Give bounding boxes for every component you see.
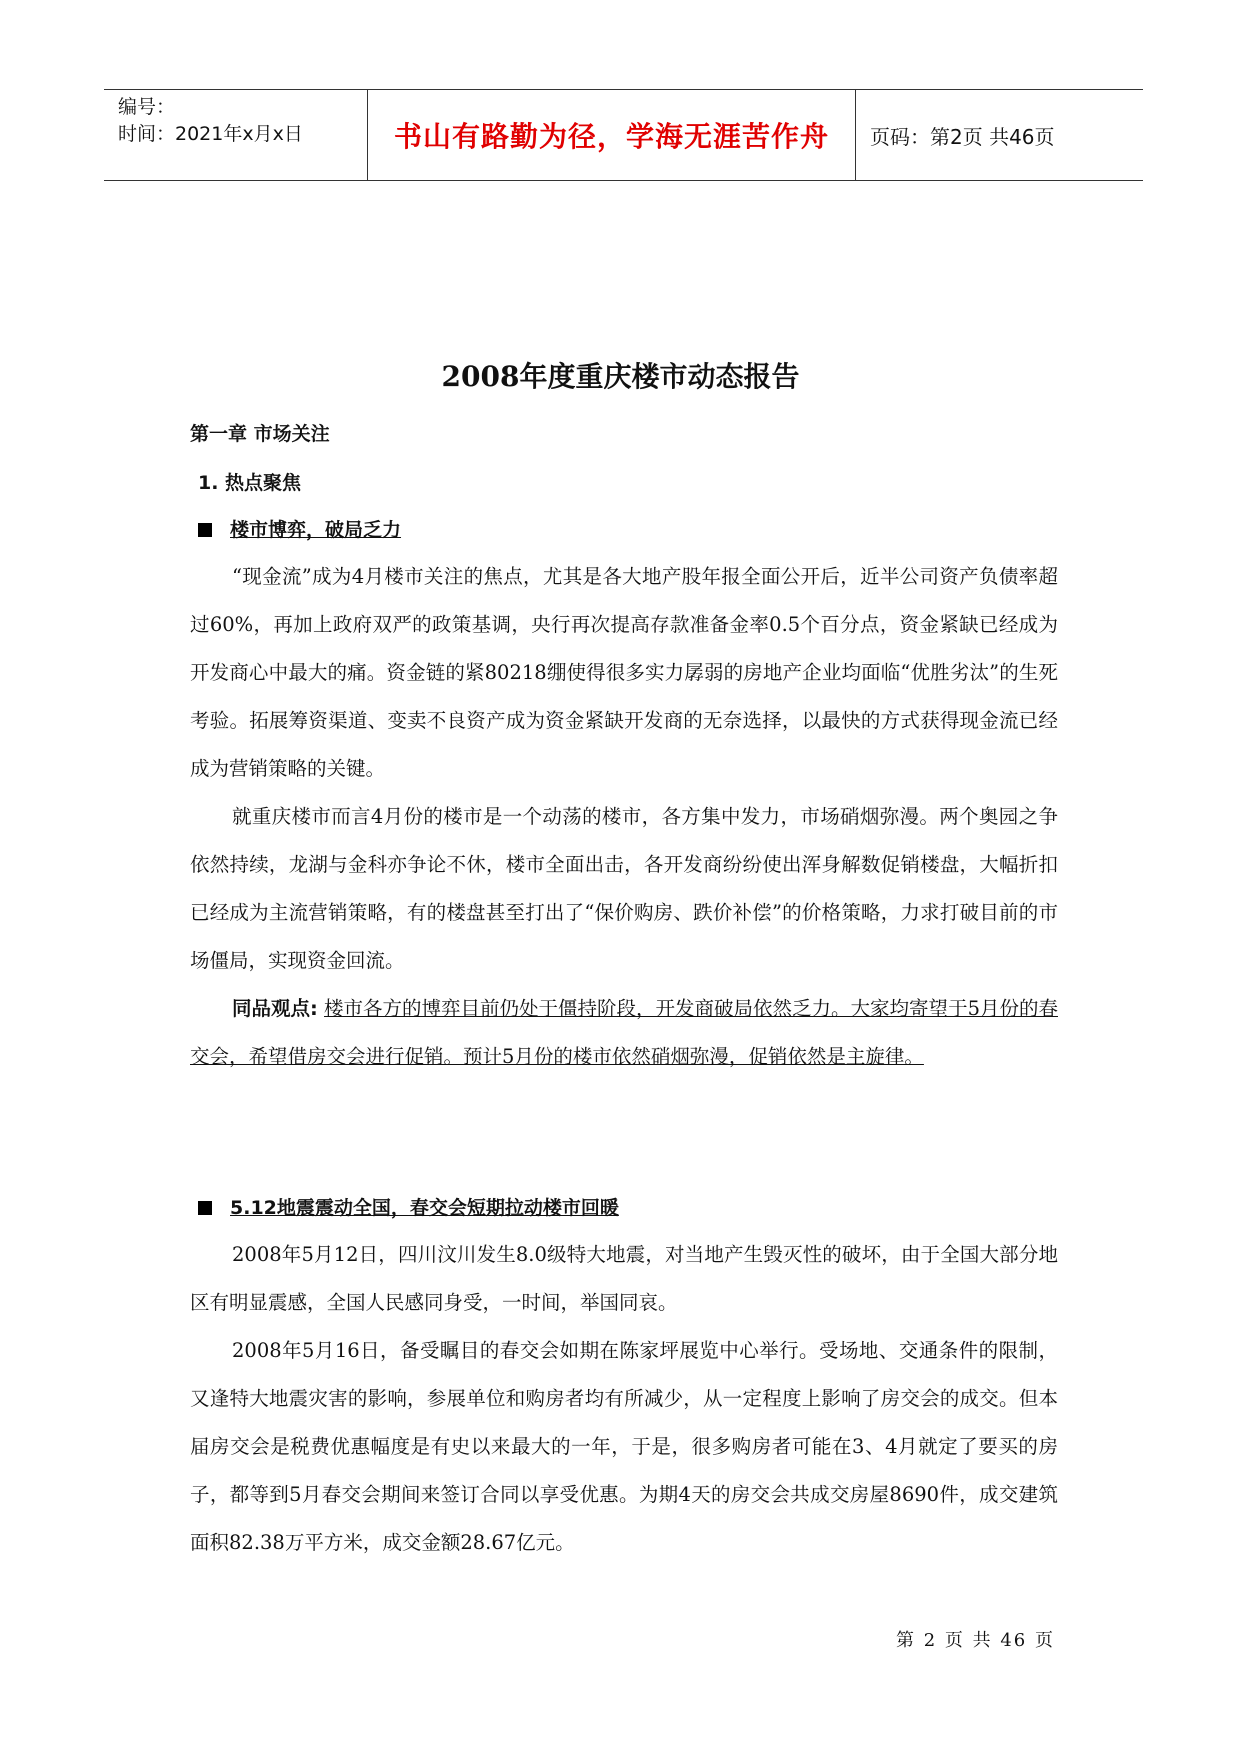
header-page-info: 页码：第2页 共46页: [870, 124, 1055, 149]
topic1-heading-text: 楼市博弈，破局乏力: [230, 519, 402, 541]
page-footer: 第 2 页 共 46 页: [896, 1630, 1055, 1651]
motto-text: 书山有路勤为径，学海无涯苦作舟: [393, 120, 829, 153]
number-label: 编号：: [118, 96, 176, 118]
header-meta: [104, 90, 368, 180]
topic1-heading: [198, 515, 401, 542]
topic1-paragraph-1: “现金流”成为4月楼市关注的焦点，尤其是各大地产股年报全面公开后，近半公司资产负债率超过60%，再加上政府双严的政策基调，央行再次提高存款准备金率0.5个百分点，资金紧缺已经成为开发商心中最大的痛。资金链的紧80218绷使得很多实力孱弱的房地产企业均面临“优胜劣汰”的生死考验。拓展筹资渠道、变卖不良资产成为资金紧缺开发商的无奈选择，以最快的方式获得现金流已经成为营销策略的关键。: [190, 565, 1058, 780]
header-motto-cell: [368, 90, 856, 180]
topic2-heading-text: 5.12地震震动全国，春交会短期拉动楼市回暖: [230, 1197, 619, 1219]
time-label: 时间：2021年x月x日: [118, 123, 303, 145]
square-bullet-icon: [198, 1201, 212, 1215]
viewpoint-text: 楼市各方的博弈目前仍处于僵持阶段，开发商破局依然乏力。大家均寄望于5月份的春交会，希望借房交会进行促销。预计5月份的楼市依然硝烟弥漫，促销依然是主旋律。: [190, 997, 1058, 1068]
document-header: [104, 89, 1143, 181]
chapter-heading: 第一章 市场关注: [190, 423, 330, 445]
section-heading: 1. 热点聚焦: [198, 472, 302, 494]
topic2-heading: [198, 1193, 619, 1220]
topic2-paragraph-1: 2008年5月12日，四川汶川发生8.0级特大地震，对当地产生毁灭性的破坏，由于全国大部分地区有明显震感，全国人民感同身受，一时间，举国同哀。: [190, 1243, 1058, 1314]
topic1-viewpoint: [190, 985, 1058, 1081]
viewpoint-label: 同品观点:: [232, 997, 318, 1020]
document-title: 2008年度重庆楼市动态报告: [441, 360, 800, 393]
topic1-paragraph-2: 就重庆楼市而言4月份的楼市是一个动荡的楼市，各方集中发力，市场硝烟弥漫。两个奥园之争依然持续，龙湖与金科亦争论不休，楼市全面出击，各开发商纷纷使出浑身解数促销楼盘，大幅折扣已经成为主流营销策略，有的楼盘甚至打出了“保价购房、跌价补偿”的价格策略，力求打破目前的市场僵局，实现资金回流。: [190, 805, 1058, 972]
topic2-paragraph-2: 2008年5月16日，备受瞩目的春交会如期在陈家坪展览中心举行。受场地、交通条件的限制，又逢特大地震灾害的影响，参展单位和购房者均有所减少，从一定程度上影响了房交会的成交。但本届房交会是税费优惠幅度是有史以来最大的一年，于是，很多购房者可能在3、4月就定了要买的房子，都等到5月春交会期间来签订合同以享受优惠。为期4天的房交会共成交房屋8690件，成交建筑面积82.38万平方米，成交金额28.67亿元。: [190, 1339, 1058, 1554]
square-bullet-icon: [198, 523, 212, 537]
